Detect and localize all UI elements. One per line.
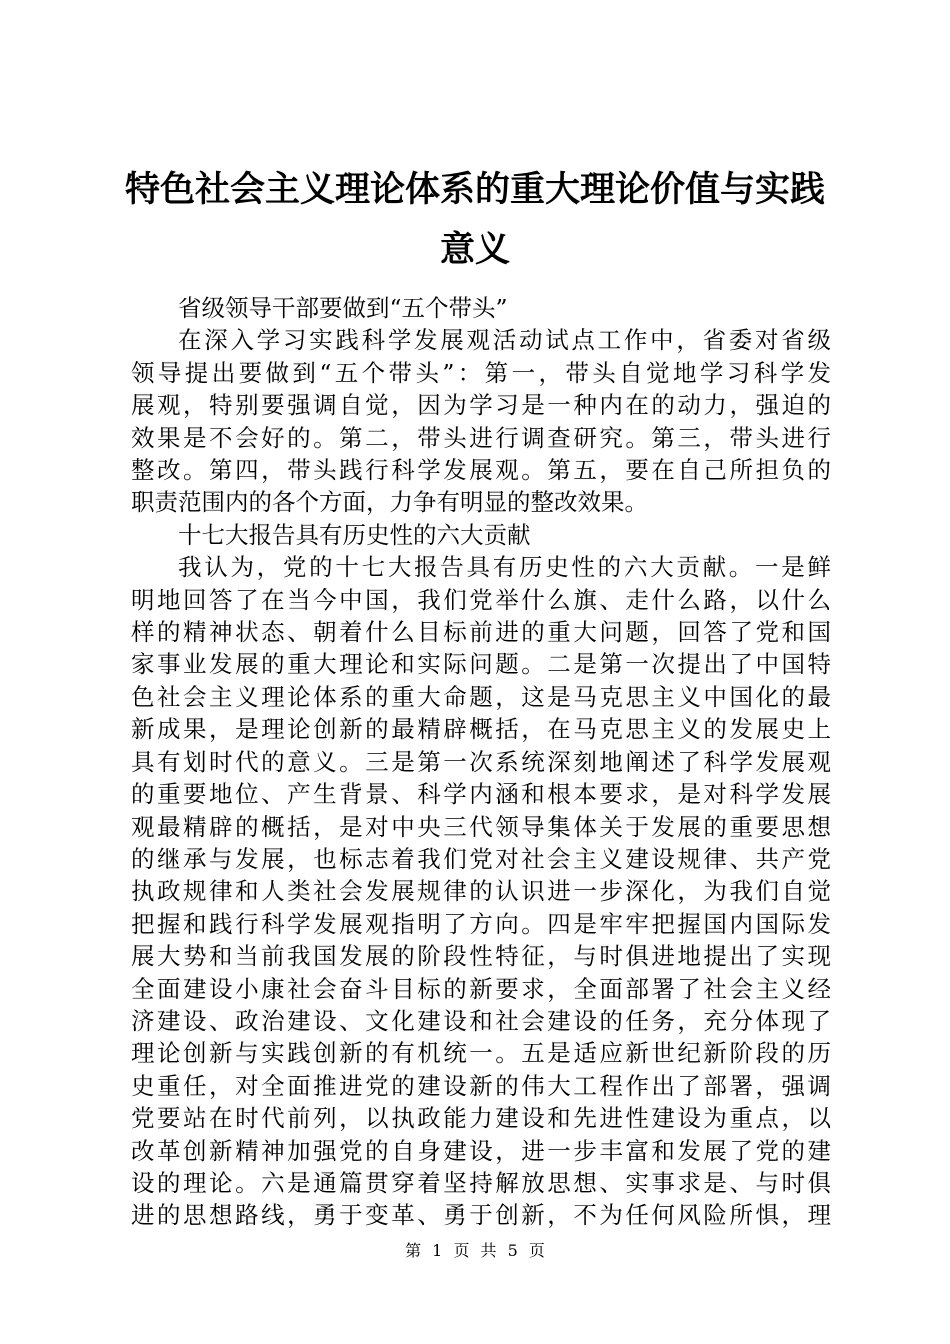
paragraph-line: 展大势和当前我国发展的阶段性特征，与时俱进地提出了实现 (131, 942, 831, 971)
section-heading-six-contributions: 十七大报告具有历史性的六大贡献 (178, 520, 531, 549)
paragraph-line: 的重要地位、产生背景、科学内涵和根本要求，是对科学发展 (131, 780, 831, 809)
section-heading-five-leads: 省级领导干部要做到“五个带头” (178, 294, 508, 322)
paragraph-line: 展观，特别要强调自觉，因为学习是一种内在的动力，强迫的 (131, 391, 831, 420)
paragraph-line: 整改。第四，带头践行科学发展观。第五，要在自己所担负的 (131, 456, 831, 485)
paragraph-line: 史重任，对全面推进党的建设新的伟大工程作出了部署，强调 (131, 1071, 831, 1100)
paragraph-line: 执政规律和人类社会发展规律的认识进一步深化，为我们自觉 (131, 877, 831, 906)
document-title (120, 160, 830, 280)
paragraph-line: 改革创新精神加强党的自身建设，进一步丰富和发展了党的建 (131, 1136, 831, 1165)
paragraph-line: 在深入学习实践科学发展观活动试点工作中，省委对省级 (178, 326, 831, 355)
paragraph-line: 样的精神状态、朝着什么目标前进的重大问题，回答了党和国 (131, 618, 831, 647)
document-body (131, 292, 831, 1232)
paragraph-five-leads (131, 324, 831, 518)
paragraph-line: 设的理论。六是通篇贯穿着坚持解放思想、实事求是、与时俱 (131, 1168, 831, 1197)
paragraph-line: 理论创新与实践创新的有机统一。五是适应新世纪新阶段的历 (131, 1039, 831, 1068)
paragraph-line: 新成果，是理论创新的最精辟概括，在马克思主义的发展史上 (131, 715, 831, 744)
title-line-1: 特色社会主义理论体系的重大理论价值与实践 (124, 170, 825, 210)
paragraph-line: 济建设、政治建设、文化建设和社会建设的任务，充分体现了 (131, 1006, 831, 1035)
title-line-2: 意义 (439, 230, 510, 270)
paragraph-line: 观最精辟的概括，是对中央三代领导集体关于发展的重要思想 (131, 812, 831, 841)
page-footer: 第 1 页 共 5 页 (405, 1241, 545, 1260)
paragraph-line: 把握和践行科学发展观指明了方向。四是牢牢把握国内国际发 (131, 909, 831, 938)
paragraph-line: 效果是不会好的。第二，带头进行调查研究。第三，带头进行 (131, 423, 831, 452)
paragraph-line: 党要站在时代前列，以执政能力建设和先进性建设为重点，以 (131, 1104, 831, 1133)
paragraph-line: 进的思想路线，勇于变革、勇于创新，不为任何风险所惧，理 (131, 1201, 831, 1230)
paragraph-line: 全面建设小康社会奋斗目标的新要求，全面部署了社会主义经 (131, 974, 831, 1003)
paragraph-line: 色社会主义理论体系的重大命题，这是马克思主义中国化的最 (131, 682, 831, 711)
paragraph-line: 具有划时代的意义。三是第一次系统深刻地阐述了科学发展观 (131, 747, 831, 776)
paragraph-line: 领导提出要做到“五个带头”：第一，带头自觉地学习科学发 (131, 358, 831, 387)
paragraph-six-contributions (131, 551, 831, 1232)
paragraph-line: 的继承与发展，也标志着我们党对社会主义建设规律、共产党 (131, 844, 831, 873)
paragraph-line: 家事业发展的重大理论和实际问题。二是第一次提出了中国特 (131, 650, 831, 679)
paragraph-line: 我认为，党的十七大报告具有历史性的六大贡献。一是鲜 (178, 553, 831, 582)
paragraph-line: 明地回答了在当今中国，我们党举什么旗、走什么路，以什么 (131, 585, 831, 614)
paragraph-line: 职责范围内的各个方面，力争有明显的整改效果。 (131, 488, 648, 517)
